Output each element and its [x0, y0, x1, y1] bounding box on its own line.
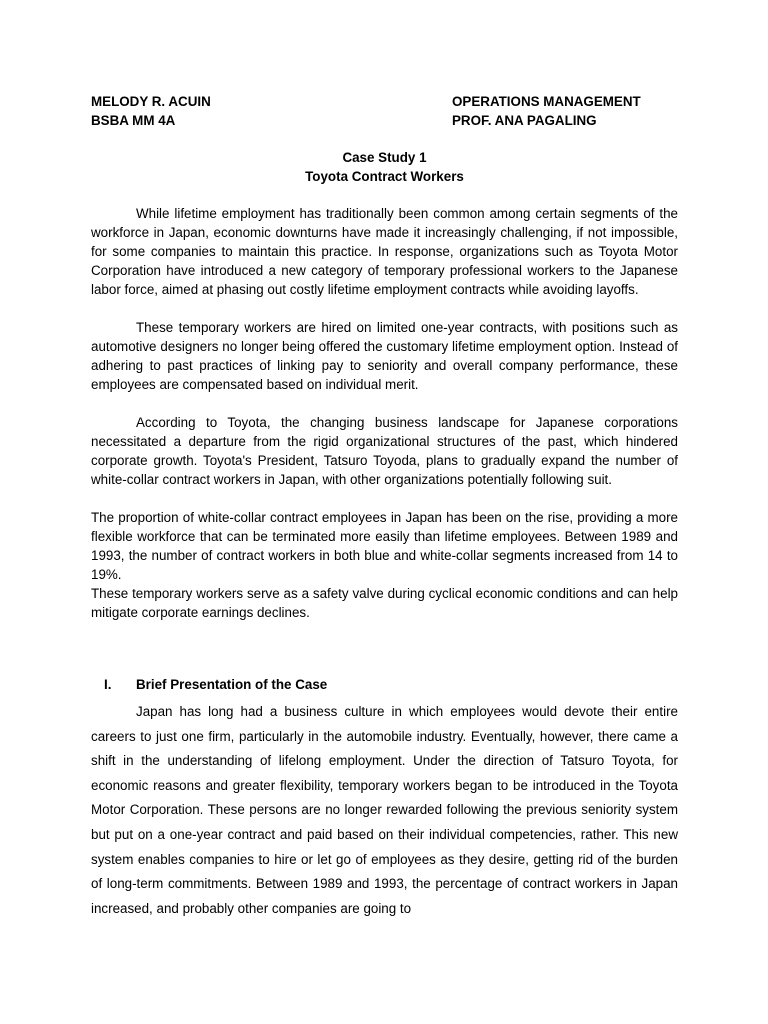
paragraph-5: These temporary workers serve as a safety valve during cyclical economic conditions and can help mitigate corporate earnings declines. — [91, 586, 678, 620]
case-summary — [91, 204, 678, 622]
paragraph-3: According to Toyota, the changing business landscape for Japanese corporations necessitated a departure from the rigid organizational structures of the past, which hindered corporate growth. Toyota's President, Tatsuro Toyoda, plans to gradually expand the number of white-collar contract workers in Japan, with other organizations potentially following suit. — [91, 415, 678, 487]
title-subject: Toyota Contract Workers — [305, 169, 464, 184]
section-heading — [91, 675, 678, 694]
title-case-study: Case Study 1 — [342, 150, 427, 165]
section-title: Brief Presentation of the Case — [136, 677, 328, 692]
header-row-1 — [91, 92, 681, 111]
class-section: BSBA MM 4A — [91, 113, 176, 128]
paragraph-4: The proportion of white-collar contract employees in Japan has been on the rise, providing a more flexible workforce that can be terminated more easily than lifetime employees. Between 1989 and 1993, the number of contract workers in both blue and white-collar segments increased from 14 to 19%. — [91, 510, 678, 582]
professor-name: PROF. ANA PAGALING — [452, 113, 597, 128]
section-number: I. — [104, 677, 112, 692]
section-paragraph: Japan has long had a business culture in which employees would devote their entire careers to just one firm, particularly in the automobile industry. Eventually, however, there came a shift in the understanding of lifelong employment. Under the direction of Tatsuro Toyota, for economic reasons and greater flexibility, temporary workers began to be introduced in the Toyota Motor Corporation. These persons are no longer rewarded following the previous seniority system but put on a one-year contract and paid based on their individual competencies, rather. This new system enables companies to hire or let go of employees as they desire, getting rid of the burden of long-term commitments. Between 1989 and 1993, the percentage of contract workers in Japan increased, and probably other companies are going to — [91, 704, 678, 916]
course-name: OPERATIONS MANAGEMENT — [452, 94, 641, 109]
author-name: MELODY R. ACUIN — [91, 94, 211, 109]
paragraph-2: These temporary workers are hired on limited one-year contracts, with positions such as automotive designers no longer being offered the customary lifetime employment option. Instead of adhering to past practices of linking pay to seniority and overall company performance, these employees are compensated based on individual merit. — [91, 320, 678, 392]
document-header — [91, 92, 681, 130]
header-row-2 — [91, 111, 681, 130]
document-title — [91, 148, 678, 186]
paragraph-1: While lifetime employment has traditionally been common among certain segments of the workforce in Japan, economic downturns have made it increasingly challenging, if not impossible, for some companies to maintain this practice. In response, organizations such as Toyota Motor Corporation have introduced a new category of temporary professional workers to the Japanese labor force, aimed at phasing out costly lifetime employment contracts while avoiding layoffs. — [91, 206, 678, 297]
section-brief-presentation — [91, 675, 678, 921]
